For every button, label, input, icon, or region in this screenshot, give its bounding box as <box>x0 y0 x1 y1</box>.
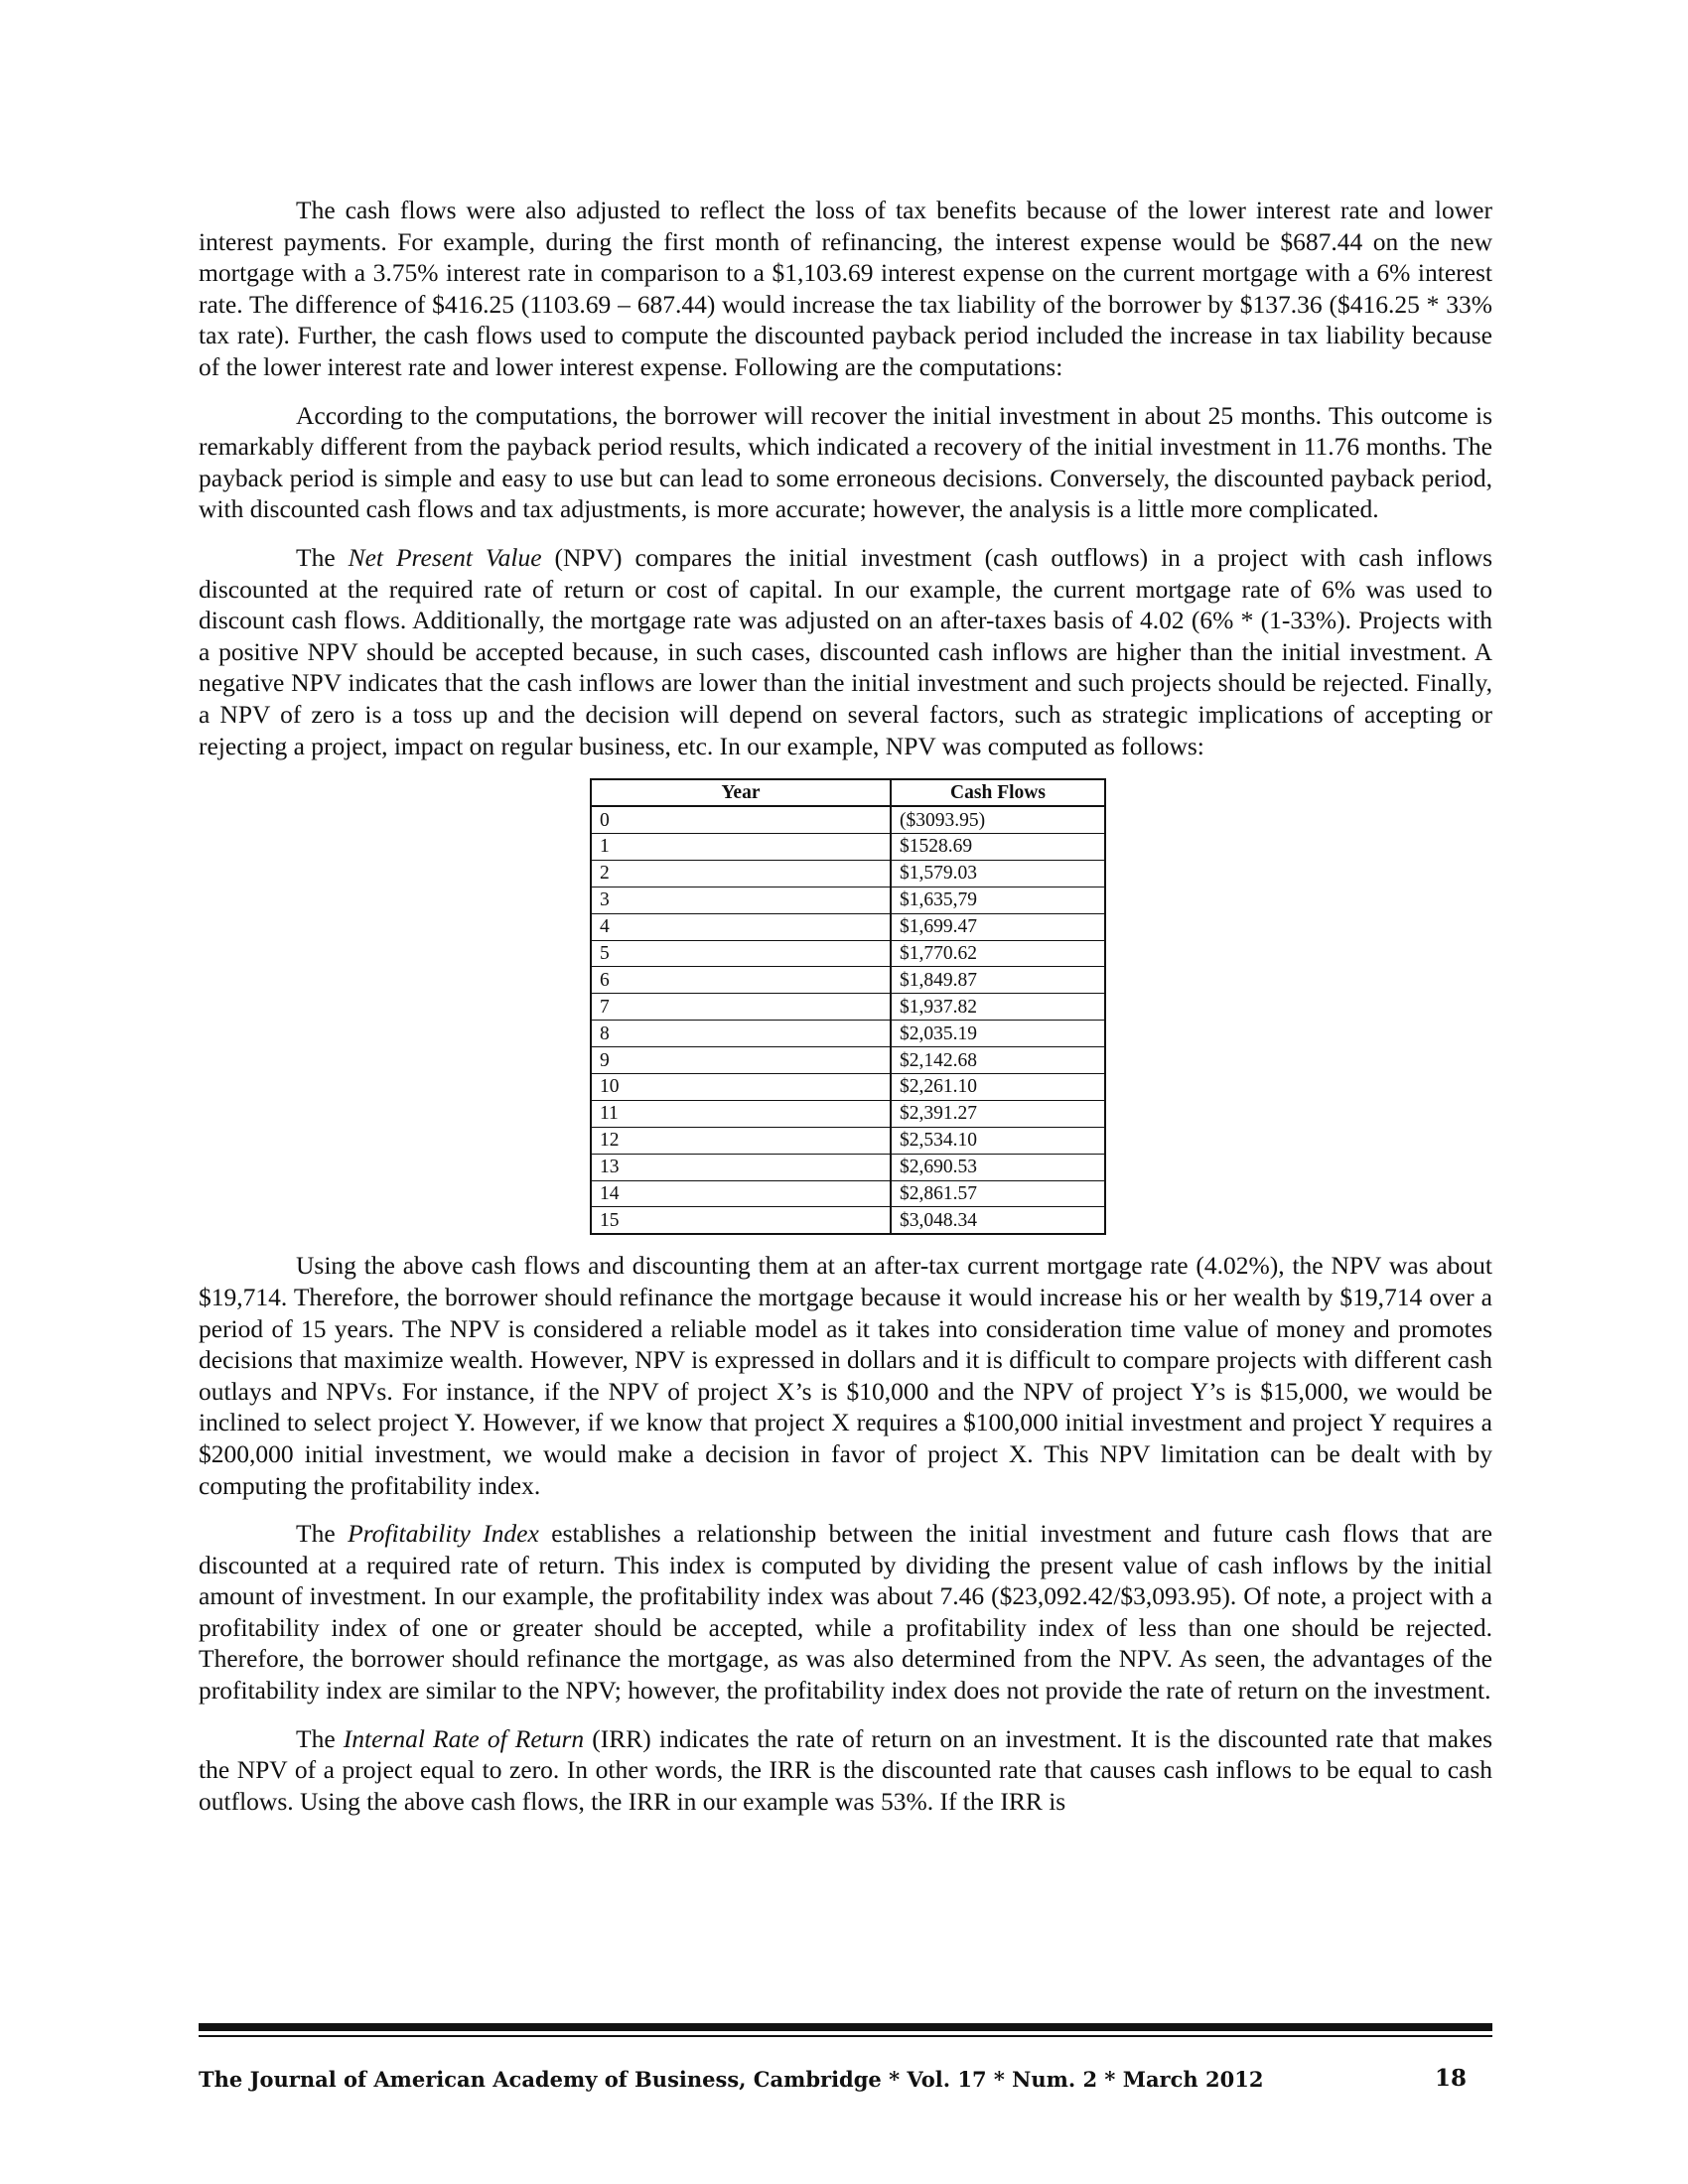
cash-flow-cell: $2,035.19 <box>891 1021 1105 1047</box>
year-cell: 14 <box>591 1180 891 1207</box>
cash-flow-cell: $1528.69 <box>891 833 1105 860</box>
text-segment: According to the computations, the borrower will recover the initial investment in about 25 months. This outcome is remarkably different from the payback period results, which indicated a recovery of the initial investment in 11.76 months. The payback period is simple and easy to use but can lead to some erroneous decisions. Conversely, the discounted payback period, with discounted cash flows and tax adjustments, is more accurate; however, the analysis is a little more complicated. <box>199 400 1492 524</box>
text-segment: (NPV) compares the initial investment (cash outflows) in a project with cash inflows discounted at the required rate of return or cost of capital. In our example, the current mortgage rate of 6% was used to discount cash flows. Additionally, the mortgage rate was adjusted on an after-taxes basis of 4.02 (6% * (1-33%). Projects with a positive NPV should be accepted because, in such cases, discounted cash inflows are higher than the initial investment. A negative NPV indicates that the cash inflows are lower than the initial investment and such projects should be rejected. Finally, a NPV of zero is a toss up and the decision will depend on several factors, such as strategic implications of accepting or rejecting a project, impact on regular business, etc. In our example, NPV was computed as follows: <box>199 542 1492 760</box>
year-cell: 9 <box>591 1047 891 1074</box>
cash-flow-cell: $2,534.10 <box>891 1127 1105 1154</box>
paragraph-profitability-index <box>199 1518 1492 1706</box>
cash-flow-cell: $2,690.53 <box>891 1154 1105 1180</box>
cash-flow-cell: $1,937.82 <box>891 994 1105 1021</box>
text-segment: (IRR) indicates the rate of return on an investment. It is the discounted rate that makes the NPV of a project equal to zero. In other words, the IRR is the discounted rate that causes cash inflows to be equal to cash outflows. Using the above cash flows, the IRR in our example was 53%. If the IRR is <box>199 1723 1492 1816</box>
year-cell: 8 <box>591 1021 891 1047</box>
year-cell: 2 <box>591 860 891 887</box>
paragraph-tax-adjustment <box>199 195 1492 383</box>
table-row <box>591 1207 1105 1234</box>
paragraph-npv-result <box>199 1250 1492 1501</box>
table-row <box>591 1154 1105 1180</box>
italic-term: Profitability Index <box>348 1519 539 1549</box>
text-segment: The <box>296 542 349 572</box>
year-cell: 12 <box>591 1127 891 1154</box>
cash-flows-table <box>590 778 1106 1235</box>
cash-flow-cell: $2,391.27 <box>891 1100 1105 1127</box>
table-row <box>591 1127 1105 1154</box>
table-row <box>591 940 1105 967</box>
year-cell: 0 <box>591 806 891 833</box>
table-row <box>591 994 1105 1021</box>
footer-rule-thick <box>199 2023 1492 2031</box>
text-segment: establishes a relationship between the initial investment and future cash flows that are discounted at a required rate of return. This index is computed by dividing the present value of cash inflows by the initial amount of investment. In our example, the profitability index was about 7.46 ($23,092.42/$3,093.95). Of note, a project with a profitability index of one or greater should be accepted, while a profitability index of less than one should be rejected. Therefore, the borrower should refinance the mortgage, as was also determined from the NPV. As seen, the advantages of the profitability index are similar to the NPV; however, the profitability index does not provide the rate of return on the investment. <box>199 1519 1492 1706</box>
cash-flow-cell: $1,770.62 <box>891 940 1105 967</box>
table-row <box>591 1180 1105 1207</box>
year-cell: 10 <box>591 1074 891 1101</box>
table-row <box>591 833 1105 860</box>
paragraph-irr <box>199 1723 1492 1818</box>
journal-citation: The Journal of American Academy of Business, Cambridge * Vol. 17 * Num. 2 * March 2012 <box>199 2067 1264 2092</box>
text-segment: The cash flows were also adjusted to reflect the loss of tax benefits because of the lower interest rate and lower interest payments. For example, during the first month of refinancing, the interest expense would be $687.44 on the new mortgage with a 3.75% interest rate in comparison to a $1,103.69 interest expense on the current mortgage with a 6% interest rate. The difference of $416.25 (1103.69 – 687.44) would increase the tax liability of the borrower by $137.36 ($416.25 * 33% tax rate). Further, the cash flows used to compute the discounted payback period included the increase in tax liability because of the lower interest rate and lower interest expense. Following are the computations: <box>199 196 1492 381</box>
year-cell: 5 <box>591 940 891 967</box>
table-row <box>591 806 1105 833</box>
italic-term: Net Present Value <box>348 542 542 572</box>
footer-rule-thin <box>199 2035 1492 2037</box>
table-row <box>591 913 1105 940</box>
table-row <box>591 1047 1105 1074</box>
cash-flow-cell: $1,579.03 <box>891 860 1105 887</box>
cash-flow-cell: ($3093.95) <box>891 806 1105 833</box>
year-cell: 6 <box>591 967 891 994</box>
cash-flow-cell: $2,861.57 <box>891 1180 1105 1207</box>
page-footer <box>199 2023 1492 2092</box>
article-body <box>199 195 1492 1817</box>
header-year: Year <box>591 779 891 806</box>
year-cell: 4 <box>591 913 891 940</box>
cash-flow-cell: $2,142.68 <box>891 1047 1105 1074</box>
year-cell: 13 <box>591 1154 891 1180</box>
table-row <box>591 1100 1105 1127</box>
table-row <box>591 860 1105 887</box>
cash-flow-cell: $1,699.47 <box>891 913 1105 940</box>
table-row <box>591 887 1105 913</box>
cash-flow-cell: $3,048.34 <box>891 1207 1105 1234</box>
cash-flow-cell: $2,261.10 <box>891 1074 1105 1101</box>
cash-flows-table-body <box>591 806 1105 1234</box>
year-cell: 15 <box>591 1207 891 1234</box>
cash-flow-cell: $1,849.87 <box>891 967 1105 994</box>
year-cell: 3 <box>591 887 891 913</box>
text-segment: The <box>296 1519 349 1549</box>
table-row <box>591 1021 1105 1047</box>
table-row <box>591 967 1105 994</box>
cash-flow-cell: $1,635,79 <box>891 887 1105 913</box>
text-segment: Using the above cash flows and discounting them at an after-tax current mortgage rate (4.02%), the NPV was about $19,714. Therefore, the borrower should refinance the mortgage because it would increase his or her wealth by $19,714 over a period of 15 years. The NPV is considered a reliable model as it takes into consideration time value of money and promotes decisions that maximize wealth. However, NPV is expressed in dollars and it is difficult to compare projects with different cash outlays and NPVs. For instance, if the NPV of project X’s is $10,000 and the NPV of project Y’s is $15,000, we would be inclined to select project Y. However, if we know that project X requires a $100,000 initial investment and project Y requires a $200,000 initial investment, we would make a decision in favor of project X. This NPV limitation can be dealt with by computing the profitability index. <box>199 1251 1492 1500</box>
cash-flows-table-container <box>590 778 1106 1235</box>
paragraph-npv <box>199 542 1492 761</box>
page-number: 18 <box>1435 2065 1468 2092</box>
year-cell: 11 <box>591 1100 891 1127</box>
year-cell: 7 <box>591 994 891 1021</box>
header-cash-flows: Cash Flows <box>891 779 1105 806</box>
table-row <box>591 1074 1105 1101</box>
table-header-row <box>591 779 1105 806</box>
text-segment: The <box>296 1723 344 1753</box>
year-cell: 1 <box>591 833 891 860</box>
italic-term: Internal Rate of Return <box>343 1723 585 1753</box>
paragraph-discounted-payback <box>199 400 1492 525</box>
